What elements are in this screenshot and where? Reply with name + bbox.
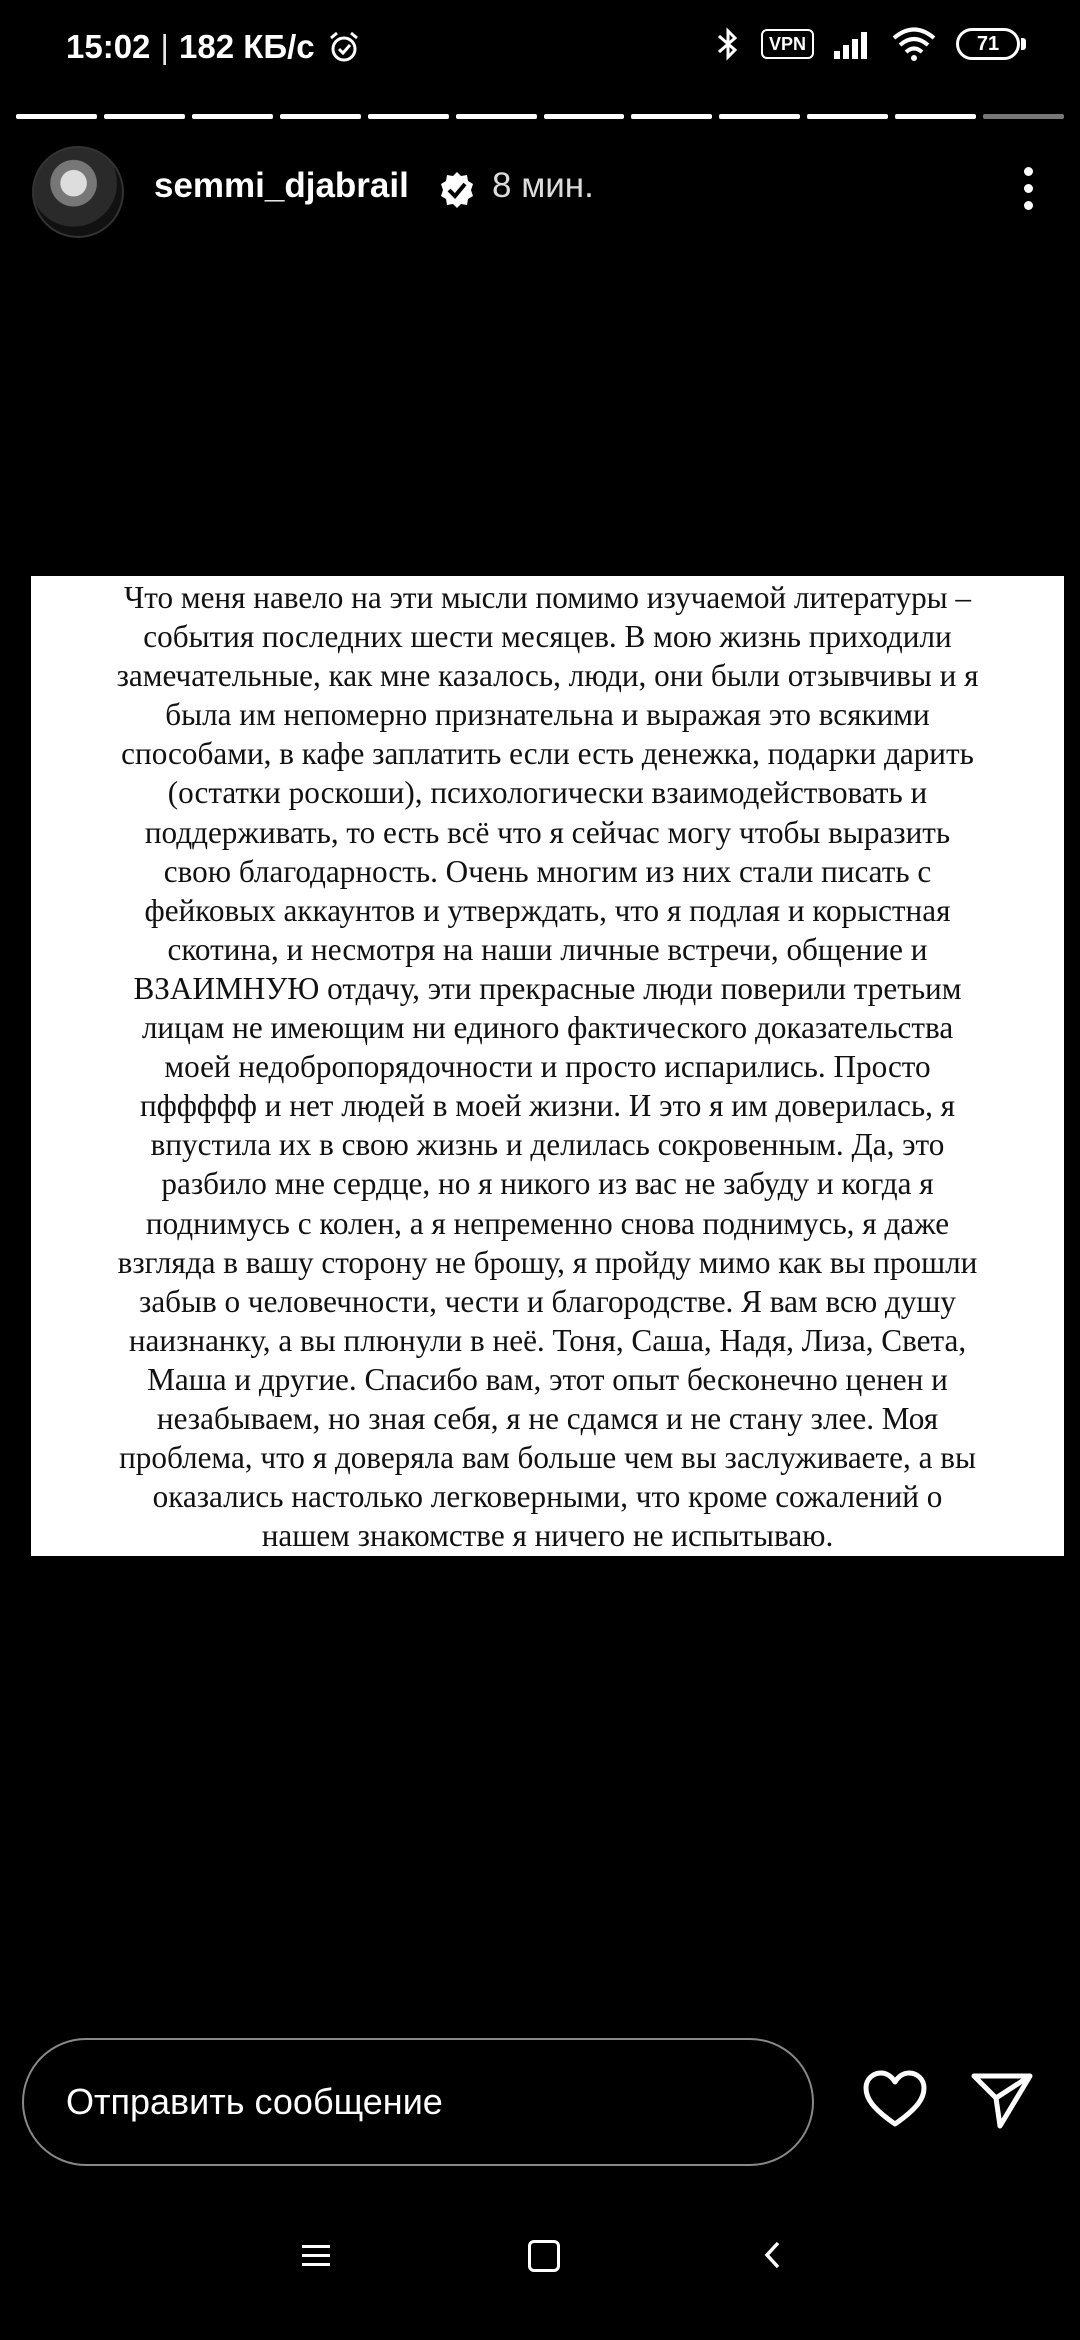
send-message-input[interactable] [22, 2038, 814, 2166]
send-message-placeholder: Отправить сообщение [66, 2081, 443, 2122]
story-time-ago: 8 мин. [492, 166, 594, 205]
story-text-line: лицам не имеющим ни единого фактического доказательства [141, 1010, 954, 1046]
story-text-line: пффффф и нет людей в моей жизни. И это я им доверилась, я [139, 1088, 956, 1124]
story-text-line: свою благодарность. Очень многим из них стали писать с [163, 853, 932, 889]
vpn-badge: VPN [761, 29, 814, 59]
progress-segment [631, 114, 712, 119]
status-right [715, 26, 1020, 62]
story-text-line: поддерживать, то есть всё что я сейчас могу чтобы выразить [144, 814, 951, 850]
story-text-line: Маша и другие. Спасибо вам, этот опыт бесконечно ценен и [147, 1361, 948, 1397]
system-navigation-bar [0, 2240, 1080, 2310]
story-text-line: наизнанку, а вы плюнули в неё. Тоня, Саша, Надя, Лиза, Света, [128, 1322, 967, 1358]
story-header [32, 146, 1048, 238]
back-icon[interactable] [760, 2240, 786, 2270]
story-text-line: взгляда в вашу сторону не брошу, я пройду мимо как вы прошли [117, 1244, 978, 1280]
progress-segment [368, 114, 449, 119]
progress-segment [807, 114, 888, 119]
status-time: 15:02 [66, 28, 151, 65]
story-text-line: нашем знакомстве я ничего не испытываю. [261, 1518, 834, 1554]
story-text-line: впустила их в свою жизнь и делилась сокровенным. Да, это [150, 1127, 945, 1163]
story-text-line: поднимусь с колен, а я непременно снова поднимусь, я даже [145, 1205, 950, 1241]
story-text-line: скотина, и несмотря на наши личные встречи, общение и [167, 931, 928, 967]
progress-segment [719, 114, 800, 119]
wifi-icon [892, 27, 936, 61]
network-speed: 182 КБ/с [178, 28, 315, 65]
username[interactable]: semmi_djabrail [154, 166, 409, 205]
status-bar [0, 0, 1080, 96]
home-icon[interactable] [528, 2240, 560, 2272]
more-vertical-icon[interactable] [1008, 162, 1048, 222]
story-text-card [31, 576, 1064, 1556]
battery-indicator [956, 28, 1020, 60]
story-text-line: забыв о человечности, чести и благородстве. Я вам всю душу [139, 1283, 956, 1319]
story-text-line: события последних шести месяцев. В мою жизнь приходили [143, 619, 952, 655]
story-text-line: оказались настолько легковерными, что кроме сожалений о [152, 1479, 943, 1515]
progress-segment [456, 114, 537, 119]
verified-badge-icon [437, 170, 477, 210]
story-text-line: способами, в кафе заплатить если есть денежка, подарки дарить [121, 736, 974, 772]
story-text-line: проблема, что я доверяла вам больше чем вы заслуживаете, а вы [119, 1440, 976, 1476]
story-text-line: фейковых аккаунтов и утверждать, что я подлая и корыстная [144, 892, 951, 928]
progress-segment [280, 114, 361, 119]
send-icon[interactable] [970, 2070, 1034, 2130]
story-text-line: (остатки роскоши), психологически взаимодействовать и [167, 775, 928, 811]
progress-segment [192, 114, 273, 119]
signal-icon [834, 29, 872, 59]
progress-segment [895, 114, 976, 119]
story-text-line: замечательные, как мне казалось, люди, они были отзывчивы и я [116, 658, 979, 694]
alarm-icon [327, 30, 361, 64]
story-text-line: ВЗАИМНУЮ отдачу, эти прекрасные люди поверили третьим [133, 970, 962, 1006]
story-text-line: разбило мне сердце, но я никого из вас не забуду и когда я [161, 1166, 934, 1202]
recent-apps-icon[interactable] [302, 2240, 330, 2268]
progress-segment [544, 114, 625, 119]
status-separator: | [160, 28, 169, 65]
progress-segment [104, 114, 185, 119]
story-text-line: моей недобропорядочности и просто испарились. Просто [164, 1049, 931, 1085]
avatar[interactable] [32, 146, 124, 238]
story-progress-bar [16, 114, 1064, 119]
story-text-line: незабываем, но зная себя, я не сдамся и не стану злее. Моя [156, 1400, 939, 1436]
story-text-line: Что меня навело на эти мысли помимо изучаемой литературы – [123, 580, 972, 615]
heart-icon[interactable] [862, 2070, 928, 2130]
progress-segment [16, 114, 97, 119]
bluetooth-icon [715, 26, 741, 62]
status-left [66, 28, 361, 66]
story-text-line: была им непомерно признательна и выражая это всякими [165, 697, 930, 733]
battery-level: 71 [976, 32, 1000, 55]
progress-segment-current [983, 114, 1064, 119]
